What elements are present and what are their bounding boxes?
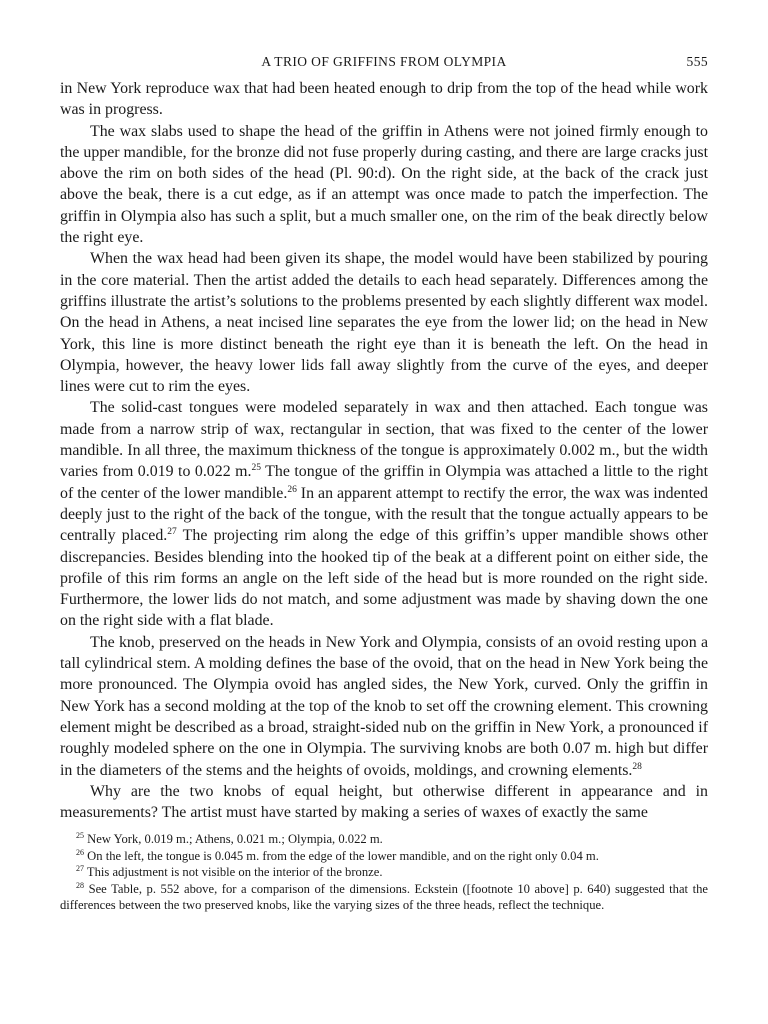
footnotes [60,831,708,913]
footnote-ref-25[interactable]: 25 [251,463,261,474]
footnote-number: 28 [76,880,84,890]
page-number: 555 [686,54,708,69]
footnote-text: This adjustment is not visible on the interior of the bronze. [86,865,383,880]
footnote-26 [60,848,708,864]
footnote-ref-26[interactable]: 26 [287,484,297,495]
paragraph-5 [60,632,708,781]
running-title: A TRIO OF GRIFFINS FROM OLYMPIA [261,54,507,69]
footnote-25 [60,831,708,847]
paragraph-4-text-a: The solid-cast tongues were modeled separately in wax and then attached. Each tongue was made from a narrow strip of wax, rectangular in section, that was fixed to the center of the lower mandible. In all three, the maximum thickness of the tongue is approximately 0.002 m., but the width varies from 0.019 to 0.022 m. [60,399,708,481]
footnote-number: 25 [76,831,84,841]
footnote-ref-28[interactable]: 28 [632,761,642,772]
footnote-text: New York, 0.019 m.; Athens, 0.021 m.; Olympia, 0.022 m. [87,832,383,847]
footnote-28 [60,881,708,914]
footnote-text: On the left, the tongue is 0.045 m. from the edge of the lower mandible, and on the right only 0.04 m. [87,848,599,863]
paragraph-5-text: The knob, preserved on the heads in New York and Olympia, consists of an ovoid resting upon a tall cylindrical stem. A molding defines the base of the ovoid, that on the head in New York being the more pronounced. The Olympia ovoid has angled sides, the New York, curved. Only the griffin in New York has a second molding at the top of the knob to set off the crowning element. This crowning element might be described as a broad, straight-sided nub on the griffin in New York, a pronounced if roughly modeled sphere on the one in Olympia. The surviving knobs are both 0.07 m. high but differ in the diameters of the stems and the heights of ovoids, moldings, and crowning elements. [60,633,708,779]
paragraph-2: The wax slabs used to shape the head of the griffin in Athens were not joined firmly enough to the upper mandible, for the bronze did not fuse properly during casting, and there are large cracks just above the rim on both sides of the head (Pl. 90:d). On the right side, at the back of the crack just above the beak, there is a cut edge, as if an attempt was once made to patch the imperfection. The griffin in Olympia also has such a split, but a much smaller one, on the rim of the beak directly below the right eye. [60,122,708,247]
footnote-text: See Table, p. 552 above, for a comparison of the dimensions. Eckstein ([footnote 10 above] p. 640) suggested that the differences between the two preserved knobs, like the varying sizes of the three heads, reflect the technique. [60,881,708,913]
paragraph-1: in New York reproduce wax that had been heated enough to drip from the top of the head while work was in progress. [60,80,708,119]
footnote-27 [60,864,708,880]
paragraph-6: Why are the two knobs of equal height, but otherwise different in appearance and in measurements? The artist must have started by making a series of waxes of exactly the same [60,782,708,822]
paragraph-3: When the wax head had been given its shape, the model would have been stabilized by pouring in the core material. Then the artist added the details to each head separately. Differences among the griffins illustrate the artist’s solutions to the problems presented by each slightly different wax model. On the head in Athens, a neat incised line separates the eye from the lower lid; on the head in New York, this line is more distinct beneath the right eye than it is beneath the left. On the head in Olympia, however, the heavy lower lids fall away slightly from the curve of the eyes, and deeper lines were cut to rim the eyes. [60,250,708,396]
footnote-number: 27 [76,864,84,874]
footnote-number: 26 [76,847,84,857]
paragraph-4-text-b: The tongue of the griffin in Olympia was attached a little to the right of the center of the lower mandible. [60,463,708,502]
running-header [60,50,708,78]
footnote-ref-27[interactable]: 27 [167,527,177,538]
page [60,50,708,913]
paragraph-4-text-c: In an apparent attempt to rectify the error, the wax was indented deeply just to the right of the back of the tongue, with the result that the tongue actually appears to be centrally placed. [60,484,708,545]
paragraph-4-text-d: The projecting rim along the edge of this griffin’s upper mandible shows other discrepancies. Besides blending into the hooked tip of the beak at a different point on either side, the profile of this rim forms an angle on the left side of the head but is more rounded on the right side. Furthermore, the lower lids do not match, and some adjustment was made by shaving down the one on the right side with a flat blade. [60,527,708,630]
paragraph-4 [60,397,708,631]
body-text [60,78,708,823]
